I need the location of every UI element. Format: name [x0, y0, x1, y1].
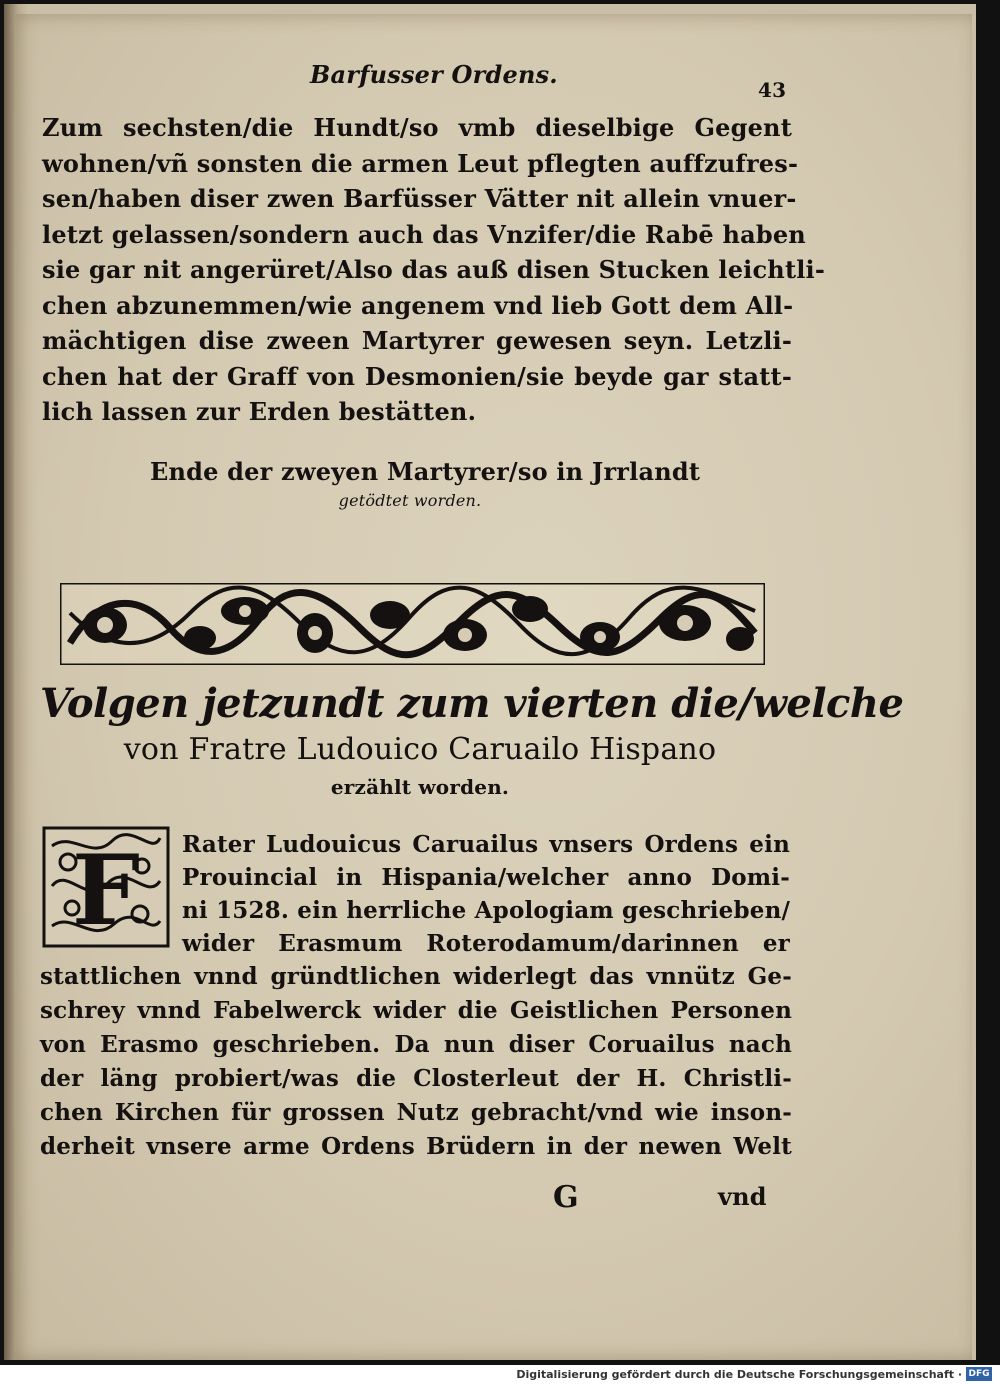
continued-line: der läng probiert/was die Closterleut der H. Christli- — [40, 1065, 792, 1092]
initial-paragraph — [182, 828, 790, 960]
initial-line: ni 1528. ein herrliche Apologiam geschrieben/ — [182, 897, 791, 924]
body-line: wohnen/vñ sonsten die armen Leut pflegten auffzufres- — [42, 148, 799, 178]
body-line: sen/haben diser zwen Barfüsser Vätter nit allein vnuer- — [42, 184, 797, 213]
continued-line: derheit vnsere arme Ordens Brüdern in der newen Welt — [40, 1133, 792, 1160]
initial-line: Rater Ludouicus Caruailus vnsers Ordens ein — [182, 831, 790, 858]
body-paragraph — [42, 110, 826, 430]
continued-line: stattlichen vnnd gründtlichen widerlegt das vnnütz Ge- — [40, 963, 792, 990]
section-heading — [40, 678, 904, 804]
initial-letter: F — [71, 834, 141, 947]
page-number: 43 — [758, 78, 787, 102]
catchword: vnd — [718, 1182, 767, 1211]
continued-line: von Erasmo geschrieben. Da nun diser Coruailus nach — [40, 1031, 792, 1058]
heading-line-2: von Fratre Ludouico Caruailo Hispano — [123, 732, 717, 767]
colophon-line-1: Ende der zweyen Martyrer/so in Jrrlandt — [150, 457, 701, 486]
continued-line: schrey vnnd Fabelwerck wider die Geistlichen Personen — [40, 997, 792, 1024]
body-line: chen abzunemmen/wie angenem vnd lieb Gott dem All- — [42, 290, 794, 320]
body-line: chen hat der Graff von Desmonien/sie beyde gar statt- — [42, 361, 792, 391]
heading-line-1: Volgen jetzundt zum vierten die/welche — [40, 680, 904, 727]
signature-mark: G — [553, 1180, 579, 1215]
colophon-line-2: getödtet worden. — [338, 491, 482, 510]
body-line: sie gar nit angerüret/Also das auß disen Stucken leichtli- — [42, 255, 826, 284]
continued-paragraph — [40, 960, 792, 1164]
body-line: letzt gelassen/sondern auch das Vnzifer/die Rabē haben — [42, 219, 806, 249]
decorated-initial-f-icon — [42, 826, 170, 948]
body-line-last: lich lassen zur Erden bestätten. — [42, 397, 477, 426]
dfg-logo-icon[interactable]: DFG — [966, 1367, 992, 1381]
body-line: Zum sechsten/die Hundt/so vmb dieselbige Gegent — [42, 113, 792, 142]
ornamental-vine-birds-band-icon — [60, 583, 765, 665]
body-line: mächtigen dise zween Martyrer gewesen seyn. Letzli- — [42, 326, 792, 355]
initial-line: Prouincial in Hispania/welcher anno Domi- — [182, 864, 790, 891]
running-head: Barfusser Ordens. — [310, 60, 558, 89]
continued-line: chen Kirchen für grossen Nutz gebracht/vnd wie inson- — [40, 1099, 792, 1126]
initial-line: wider Erasmum Roterodamum/darinnen er — [182, 930, 790, 957]
section-end-colophon — [150, 455, 701, 513]
footer-credit: Digitalisierung gefördert durch die Deutsche Forschungsgemeinschaft · — [516, 1368, 962, 1381]
heading-line-3: erzählt worden. — [330, 775, 510, 799]
